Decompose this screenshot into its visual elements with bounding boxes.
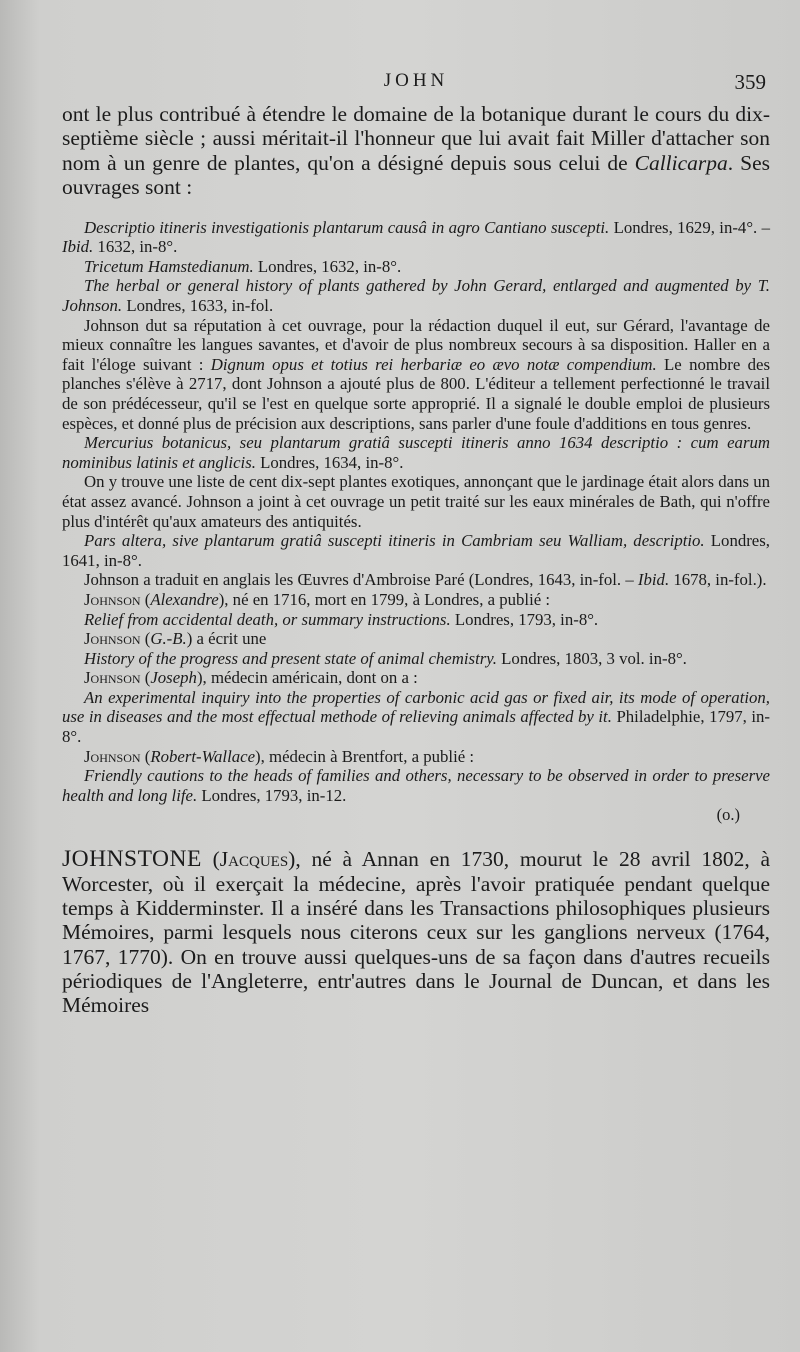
work-title: Pars altera, sive plantarum gratiâ suscepti itineris in Cambriam seu Walliam, descriptio. <box>84 531 705 551</box>
person-surname: Johnson <box>84 746 141 766</box>
work-title: Descriptio itineris investigationis plantarum causâ in agro Cantiano suscepti. <box>84 217 610 237</box>
author-signature: (o.) <box>716 805 740 825</box>
intro-text-end: . Ses ouvrages sont : <box>62 150 770 200</box>
work-title: History of the progress and present state of animal chemistry. <box>84 648 497 668</box>
bibliography-entry <box>62 766 770 805</box>
commentary-paragraph: On y trouve une liste de cent dix-sept plantes exotiques, annonçant que le jardinage était alors dans un état assez avancé. Johnson a joint à cet ouvrage un petit traité sur les eaux minérales de Bath, qui n'offre plus d'intérêt qu'aux amateurs des antiquités. <box>62 472 770 531</box>
work-title: The herbal or general history of plants gathered by John Gerard, entlarged and augmented by T. Johnson. <box>62 276 770 315</box>
bibliography-entry <box>62 218 770 257</box>
bibliography-entry <box>62 276 770 315</box>
haller-quote: Dignum opus et totius rei herbariæ eo ævo notæ compendium. <box>210 354 657 374</box>
person-firstname: G.-B. <box>150 629 187 649</box>
bibliography-entry <box>62 433 770 472</box>
commentary-text: Le nombre des planches s'élève à 2717, dont Johnson a ajouté plus de 800. L'éditeur a tellement perfectionné le travail de son prédécesseur, qu'il se l'est en quelque sorte approprié. Il a signalé le double emploi de plusieurs espèces, et donné plus de précision aux descriptions, sans parler d'une foule d'additions en tous genres. <box>62 354 771 433</box>
bibliography-entry <box>62 688 770 747</box>
person-firstname: Alexandre <box>150 589 219 609</box>
biography-entry-alexandre: Johnson (Alexandre), né en 1716, mort en 1799, à Londres, a publié : <box>84 589 551 609</box>
publication-info: 1632, in-8°. <box>93 237 178 257</box>
bibliography-entry <box>62 610 770 630</box>
publication-info: Londres, 1633, in-fol. <box>122 296 274 315</box>
article-headword: JOHNSTONE <box>62 846 202 873</box>
biography-text: a écrit une <box>192 629 267 649</box>
ibid: Ibid. <box>637 570 670 590</box>
publication-info: Philadelphie, 1797, in-8°. <box>62 707 770 747</box>
article-text: , né à Annan en 1730, mourut le 28 avril 1802, à Worcester, où il exerçait la médecine, après l'avoir pratiquée pendant quelque temps à Kidderminster. Il a inséré dans les Transactions philosophiques plusieurs Mémoires, parmi lesquels nous citerons ceux sur les ganglions nerveux (1764, 1767, 1770). On en trouve aussi quelques-uns de sa façon dans d'autres recueils périodiques de l'Angleterre, entr'autres dans le Journal de Duncan, et dans les Mémoires <box>62 847 771 1018</box>
bibliography-entry <box>62 257 770 277</box>
article-firstname: Jacques <box>219 847 289 872</box>
publication-info: Londres, 1803, 3 vol. in-8°. <box>496 648 687 668</box>
work-title: Relief from accidental death, or summary instructions. <box>84 609 451 629</box>
biography-text: , né en 1716, mort en 1799, à Londres, a publié : <box>224 589 551 609</box>
intro-paragraph <box>62 102 770 200</box>
page-header <box>62 70 770 100</box>
page-number: 359 <box>734 70 766 94</box>
work-title: Mercurius botanicus, seu plantarum gratiâ suscepti itineris anno 1634 descriptio : cum earum nominibus latinis et anglicis. <box>62 433 770 472</box>
publication-info: Londres, 1641, in-8°. <box>62 531 770 570</box>
work-title: Friendly cautions to the heads of families and others, necessary to be observed in order to preserve health and long life. <box>62 766 770 805</box>
publication-info: Londres, 1634, in-8°. <box>255 452 404 472</box>
bibliography-entry <box>62 531 770 570</box>
biography-text: , médecin à Brentfort, a publié : <box>260 746 475 766</box>
commentary-paragraph <box>62 316 770 434</box>
publication-info: Londres, 1629, in-4°. – <box>609 217 770 237</box>
intro-text: ont le plus contribué à étendre le domaine de la botanique durant le cours du dix-septième siècle ; aussi méritait-il l'honneur que lui avait fait Miller d'attacher son nom à un genre de plantes, qu'on a désigné depuis sous celui de <box>62 102 770 175</box>
commentary-paragraph <box>62 570 770 590</box>
work-title: An experimental inquiry into the properties of carbonic acid gas or fixed air, its mode of operation, use in diseases and the most effectual methode of relieving animals affected by it. <box>62 687 770 727</box>
person-firstname: Joseph <box>150 668 197 688</box>
person-surname: Johnson <box>84 589 141 609</box>
commentary-text: Johnson dut sa réputation à cet ouvrage, pour la rédaction duquel il eut, sur Gérard, l'avantage de mieux connaître les langues savantes, et d'avoir de plus nombreux secours à sa disposition. Haller en a fait l'éloge suivant : <box>62 315 770 374</box>
commentary-text: Johnson a traduit en anglais les Œuvres d'Ambroise Paré (Londres, 1643, in-fol. – <box>84 570 638 590</box>
publication-info: Londres, 1793, in-8°. <box>450 609 599 629</box>
ibid: Ibid. <box>62 237 94 257</box>
person-surname: Johnson <box>84 629 141 649</box>
biography-entry-robert-wallace: Johnson (Robert-Wallace), médecin à Brentfort, a publié : <box>84 746 475 766</box>
publication-info: Londres, 1793, in-12. <box>197 785 347 805</box>
person-surname: Johnson <box>84 668 141 688</box>
running-head: JOHN <box>383 70 449 91</box>
publication-info: Londres, 1632, in-8°. <box>253 256 402 276</box>
bibliography-entry <box>62 649 770 669</box>
person-firstname: Robert-Wallace <box>150 746 256 766</box>
biography-entry-gb: Johnson (G.-B.) a écrit une <box>84 629 267 649</box>
genus-name: Callicarpa <box>634 150 728 175</box>
biography-entry-joseph: Johnson (Joseph), médecin américain, dont on a : <box>84 668 418 688</box>
commentary-text: 1678, in-fol.). <box>669 570 767 590</box>
johnstone-article: JOHNSTONE (Jacques), né à Annan en 1730, mourut le 28 avril 1802, à Worcester, où il exerçait la médecine, après l'avoir pratiquée pendant quelque temps à Kidderminster. Il a inséré dans les Transactions philosophiques plusieurs Mémoires, parmi lesquels nous citerons ceux sur les ganglions nerveux (1764, 1767, 1770). On en trouve aussi quelques-uns de sa façon dans d'autres recueils périodiques de l'Angleterre, entr'autres dans le Journal de Duncan, et dans les Mémoires <box>62 846 771 1018</box>
biography-text: , médecin américain, dont on a : <box>202 668 418 688</box>
work-title: Tricetum Hamstedianum. <box>84 256 254 276</box>
